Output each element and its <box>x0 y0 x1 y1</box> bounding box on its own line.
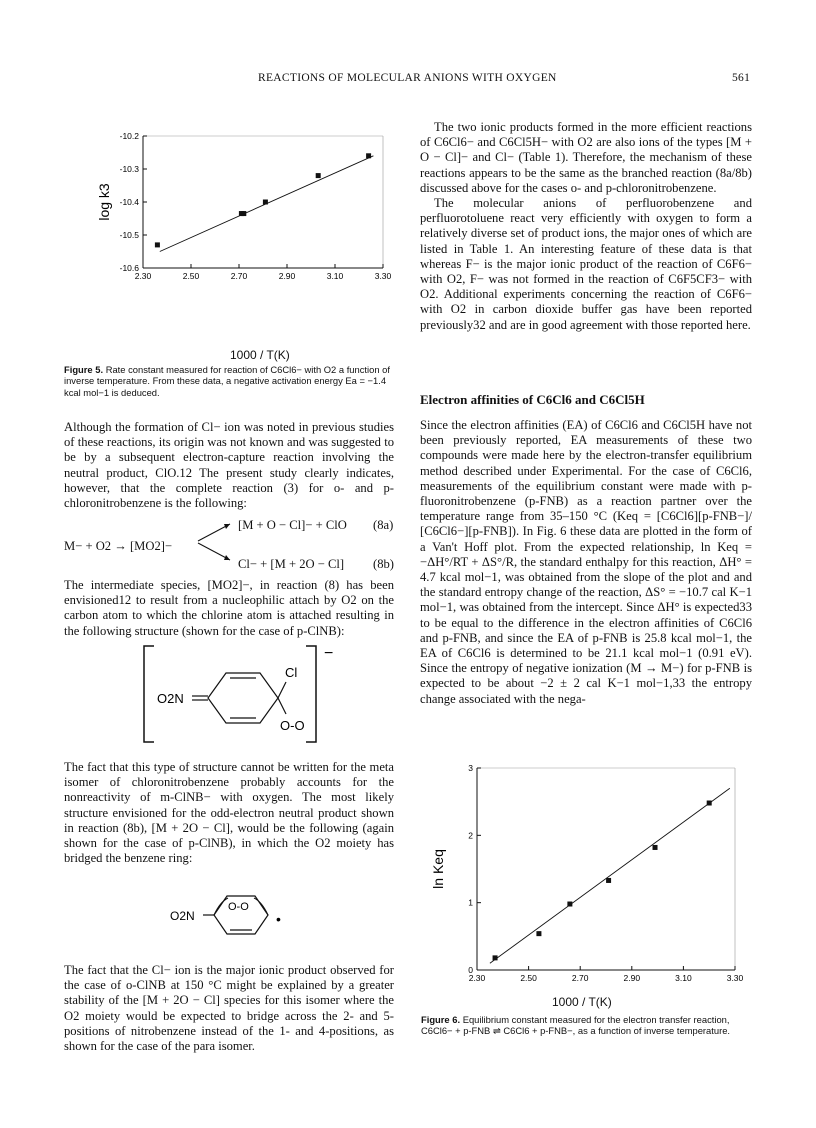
fig5-y-tick-label: -10.4 <box>119 197 139 207</box>
fig5-y-tick-label: -10.3 <box>119 164 139 174</box>
structure-1-cl: Cl <box>285 665 298 680</box>
figure-6-xlabel: 1000 / T(K) <box>552 995 612 1009</box>
structure-bridged-peroxide <box>170 880 310 950</box>
figure-5-caption-text: Rate constant measured for reaction of C6Cl6− with O2 a function of inverse temperature. From these data, a negative activation energy Ea = −1.4 kcal mol−1 is deduced. <box>64 364 390 398</box>
left-para-4: The fact that the Cl− ion is the major ionic product observed for the case of o-ClNB at 150 °C might be explained by a greater stability of the [M + 2O − Cl] species for this isomer where the O2 moiety would be expected to bridge across the 2- and 5-positions of nitrobenzene instead of the 1- and 4-positions, as shown for the case of the para isomer. <box>64 963 394 1054</box>
fig6-y-tick-label: 1 <box>468 897 473 908</box>
structure-2-oo: O-O <box>228 901 249 913</box>
structure-1-no2: O2N <box>157 691 184 706</box>
fig6-data-point <box>606 878 611 883</box>
fig5-y-tick-label: -10.5 <box>119 230 139 240</box>
fig5-data-point <box>263 200 268 205</box>
figure-6-caption-label: Figure 6. <box>421 1014 461 1025</box>
fig5-x-tick-label: 2.90 <box>278 271 296 281</box>
fig6-data-point <box>707 801 712 806</box>
right-column-body <box>420 418 752 707</box>
reaction-8b-label: (8b) <box>373 557 394 571</box>
figure-6-caption <box>421 1014 751 1037</box>
figure-5-caption-label: Figure 5. <box>64 364 104 375</box>
fig6-x-tick-label: 3.30 <box>726 973 744 983</box>
reaction-8-left: M− + O2 → [MO2]− <box>64 539 173 553</box>
section-title-electron-affinities: Electron affinities of C6Cl6 and C6Cl5H <box>420 392 645 407</box>
right-para-1: The two ionic products formed in the more efficient reactions of C6Cl6− and C6Cl5H− with O2 are also ions of the types [M + O − Cl]− and Cl− (Table 1). Therefore, the mechanism of these reactions appears to be the same as the branched reaction (8a/8b) discussed above for the cases o- and p-chloronitrobenzene. <box>420 120 752 195</box>
fig6-x-tick-label: 3.10 <box>675 973 692 983</box>
fig6-x-tick-label: 2.70 <box>571 973 589 983</box>
fig6-y-label: ln Keq <box>430 849 446 889</box>
reaction-8a: [M + O − Cl]− + ClO <box>238 518 347 532</box>
right-para-2: The molecular anions of perfluorobenzene and perfluorotoluene react very efficiently with oxygen to form a relatively diverse set of product ions, the major ones of which are listed in Table 1. An interesting feature of these data is that whereas F− is the major ionic product of the reaction of C6F6− with O2, F− was not formed in the reaction of C6F5CF3− with O2. Additional experiments concerning the reaction of C6F6− with O2 in carbon dioxide buffer gas have been reported previously32 and are in good agreement with those reported here. <box>420 196 752 332</box>
figure-6-chart <box>420 760 760 990</box>
left-para-2: The intermediate species, [MO2]−, in reaction (8) has been envisioned12 to result from a nucleophilic attach by O2 on the carbon atom to which the chlorine atom is attached resulting in the following structure (shown for the case of p-ClNB): <box>64 578 394 638</box>
fig6-x-tick-label: 2.50 <box>520 973 537 983</box>
fig6-data-point <box>493 955 498 960</box>
page-number: 561 <box>732 72 751 84</box>
fig5-x-tick-label: 2.70 <box>230 271 248 281</box>
structure-1-oo: O-O <box>280 718 305 733</box>
figure-5-xlabel: 1000 / T(K) <box>230 348 290 362</box>
structure-2-radical-dot: • <box>276 911 281 927</box>
left-para-2-block <box>64 578 394 639</box>
figure-5-chart <box>60 118 410 348</box>
fig5-x-tick-label: 2.50 <box>182 271 200 281</box>
fig5-data-point <box>155 242 160 247</box>
fig5-data-point <box>241 211 246 216</box>
figure-6-caption-text: Equilibrium constant measured for the electron transfer reaction, C6Cl6− + p-FNB ⇌ C6Cl6 + p-FNB−, as a function of inverse temperature. <box>421 1014 731 1037</box>
fig6-data-point <box>653 845 658 850</box>
reaction-8b: Cl− + [M + 2O − Cl] <box>238 557 345 571</box>
structure-meisenheimer-adduct <box>140 640 340 750</box>
left-para-4-block <box>64 963 394 1054</box>
reaction-branch-arrows <box>196 516 236 566</box>
fig5-y-label: log k3 <box>96 183 112 221</box>
fig6-y-tick-label: 3 <box>468 763 473 773</box>
running-header-title: REACTIONS OF MOLECULAR ANIONS WITH OXYGEN <box>258 72 557 84</box>
fig6-data-point <box>567 902 572 907</box>
figure-5-caption <box>64 364 394 398</box>
right-para-3: Since the electron affinities (EA) of C6Cl6 and C6Cl5H have not been previously reported, EA measurements of these two compounds were made here by the electron-transfer equilibrium method described under Experimental. For the case of C6Cl6, measurements of the equilibrium constant were made with p-fluoronitrobenzene (p-FNB) as a reaction partner over the temperature range from 35–150 °C (Keq = [C6Cl6][p-FNB−]/ [C6Cl6−][p-FNB]). In Fig. 6 these data are plotted in the form of a Van't Hoff plot. From the expected relationship, ln Keq = −ΔH°/RT + ΔS°/R, the standard enthalpy for this reaction, ΔH° = 4.7 kcal mol−1, was obtained from the slope of the plot and and the standard entropy change of the reaction, ΔS° = −10.7 cal K−1 mol−1, was obtained from the intercept. Since ΔH° is expected33 to be equal to the difference in the electron affinities of C6Cl6 and p-FNB, and since the EA of p-FNB is 25.8 kcal mol−1, the EA of C6Cl6 is determined to be 21.1 kcal mol−1 (0.91 eV). Since the entropy of negative ionization (M → M−) for p-FNB is expected to be about −2 ± 2 cal K−1 mol−1,33 the entropy change associated with the nega- <box>420 418 752 706</box>
fig5-y-tick-label: -10.6 <box>119 263 139 273</box>
fig5-x-tick-label: 3.30 <box>374 271 392 281</box>
left-para-3-block <box>64 760 394 866</box>
right-column-top <box>420 120 752 333</box>
fig6-fit-line <box>490 788 730 963</box>
fig5-x-tick-label: 3.10 <box>326 271 344 281</box>
left-para-1: Although the formation of Cl− ion was noted in previous studies of these reactions, its origin was not known and was suggested to be by a subsequent electron-capture reaction involving the neutral product, ClO.12 The present study clearly indicates, however, that the complete reaction (3) for o- and p-chloronitrobenzene is the following: <box>64 420 394 511</box>
fig6-y-tick-label: 2 <box>468 830 473 841</box>
fig5-data-point <box>366 153 371 158</box>
fig6-data-point <box>536 931 541 936</box>
reaction-8a-label: (8a) <box>373 518 394 532</box>
left-para-3: The fact that this type of structure cannot be written for the meta isomer of chloronitrobenzene probably accounts for the nonreactivity of m-ClNB− with oxygen. The most likely structure envisioned for the odd-electron neutral product shown in reaction (8b), [M + 2O − Cl], would be the following (again shown for the case of p-ClNB), in which the O2 moiety has bridged the benzene ring: <box>64 760 394 866</box>
structure-1-charge: − <box>324 645 334 662</box>
left-column <box>64 420 394 511</box>
fig6-x-tick-label: 2.90 <box>623 973 641 983</box>
fig6-y-tick-label: 0 <box>468 965 473 975</box>
fig6-x-tick-label: 2.30 <box>468 973 486 983</box>
structure-2-no2: O2N <box>170 909 195 923</box>
fig5-y-tick-label: -10.2 <box>119 131 139 141</box>
fig5-x-tick-label: 2.30 <box>134 271 152 281</box>
fig5-data-point <box>316 173 321 178</box>
